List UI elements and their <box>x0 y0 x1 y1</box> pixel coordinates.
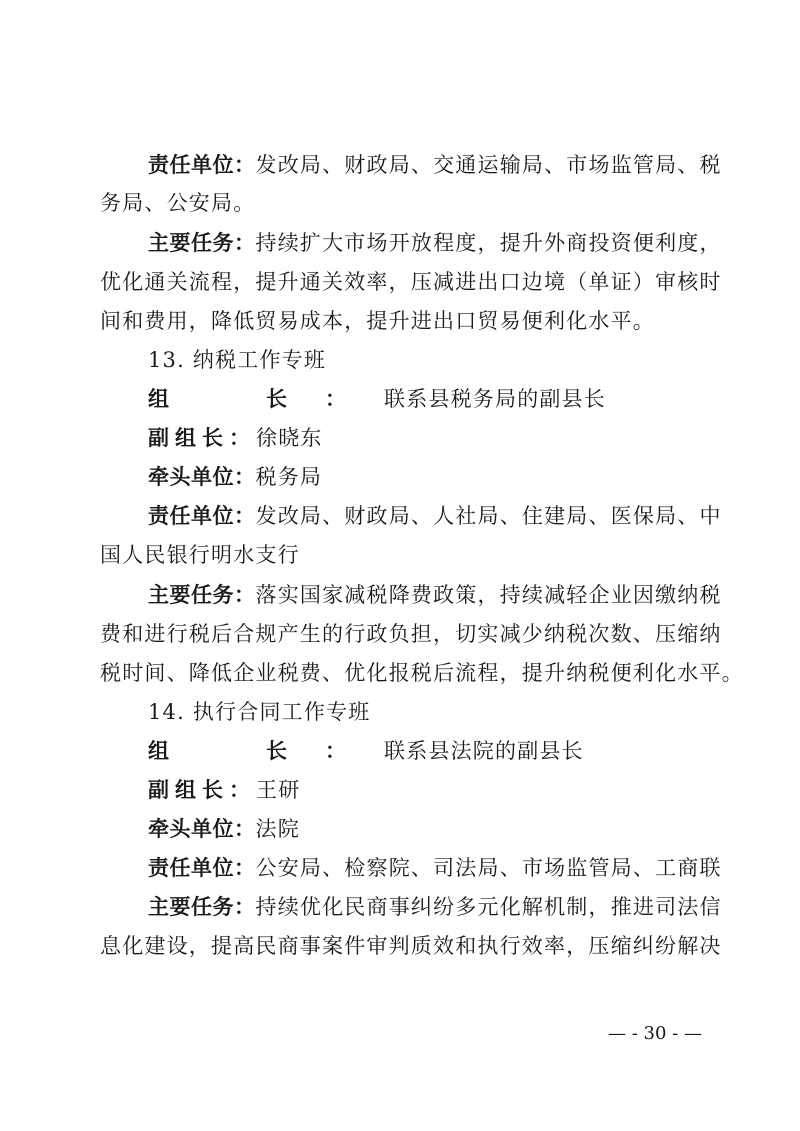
main-tasks-continued-2: 间和费用，降低贸易成本，提升进出口贸易便利化水平。 <box>100 309 655 333</box>
responsible-units-continued: 务局、公安局。 <box>100 191 256 215</box>
main-tasks-line <box>148 228 722 258</box>
main-tasks-continued-1: 费和进行税后合规产生的行政负担，切实减少纳税次数、压缩纳 <box>100 622 722 646</box>
responsible-units-text: 公安局、检察院、司法局、市场监管局、工商联 <box>255 856 722 880</box>
deputy-leader-text: 徐晓东 <box>256 426 323 450</box>
responsible-units-label: 责任单位： <box>148 504 256 528</box>
group-leader-label: 组 长： <box>148 739 384 763</box>
main-tasks-continued-1: 优化通关流程，提升通关效率，压减进出口边境（单证）审核时 <box>100 270 722 294</box>
main-tasks-continued-1: 息化建设，提高民商事案件审判质效和执行效率，压缩纠纷解决 <box>100 934 722 958</box>
responsible-units-continued: 国人民银行明水支行 <box>100 543 300 567</box>
main-tasks-label: 主要任务： <box>148 895 256 919</box>
main-tasks-label: 主要任务： <box>148 583 256 607</box>
lead-unit-label: 牵头单位： <box>148 817 256 841</box>
page-number: — - 30 - — <box>608 1023 702 1044</box>
responsible-units-text: 发改局、财政局、交通运输局、市场监管局、税 <box>255 153 722 177</box>
group-leader-line <box>148 736 700 766</box>
main-tasks-text: 持续优化民商事纠纷多元化解机制，推进司法信 <box>255 895 722 919</box>
deputy-leader-label: 副组长： <box>148 426 256 450</box>
main-tasks-label: 主要任务： <box>148 231 256 255</box>
responsible-units-line <box>148 853 722 883</box>
responsible-units-label: 责任单位： <box>148 153 256 177</box>
group-leader-label: 组 长： <box>148 387 384 411</box>
deputy-leader-line <box>148 423 700 453</box>
lead-unit-text: 税务局 <box>255 465 323 489</box>
group-leader-text: 联系县法院的副县长 <box>384 739 584 763</box>
responsible-units-line <box>148 501 722 531</box>
group-leader-line <box>148 384 700 414</box>
responsible-units-label: 责任单位： <box>148 856 256 880</box>
lead-unit-label: 牵头单位： <box>148 465 256 489</box>
lead-unit-text: 法院 <box>255 817 300 841</box>
section-heading-13: 13. 纳税工作专班 <box>148 348 327 372</box>
main-tasks-line <box>148 892 722 922</box>
responsible-units-line <box>148 150 722 180</box>
deputy-leader-line <box>148 775 700 805</box>
responsible-units-text: 发改局、财政局、人社局、住建局、医保局、中 <box>255 504 722 528</box>
deputy-leader-text: 王研 <box>256 778 301 802</box>
main-tasks-continued-2: 税时间、降低企业税费、优化报税后流程，提升纳税便利化水平。 <box>100 661 744 685</box>
main-tasks-text: 持续扩大市场开放程度，提升外商投资便利度， <box>255 231 722 255</box>
deputy-leader-label: 副组长： <box>148 778 256 802</box>
lead-unit-line <box>148 814 700 844</box>
main-tasks-line <box>148 580 722 610</box>
main-tasks-text: 落实国家减税降费政策，持续减轻企业因缴纳税 <box>255 583 722 607</box>
lead-unit-line <box>148 462 700 492</box>
group-leader-text: 联系县税务局的副县长 <box>384 387 606 411</box>
section-heading-14: 14. 执行合同工作专班 <box>148 700 371 724</box>
